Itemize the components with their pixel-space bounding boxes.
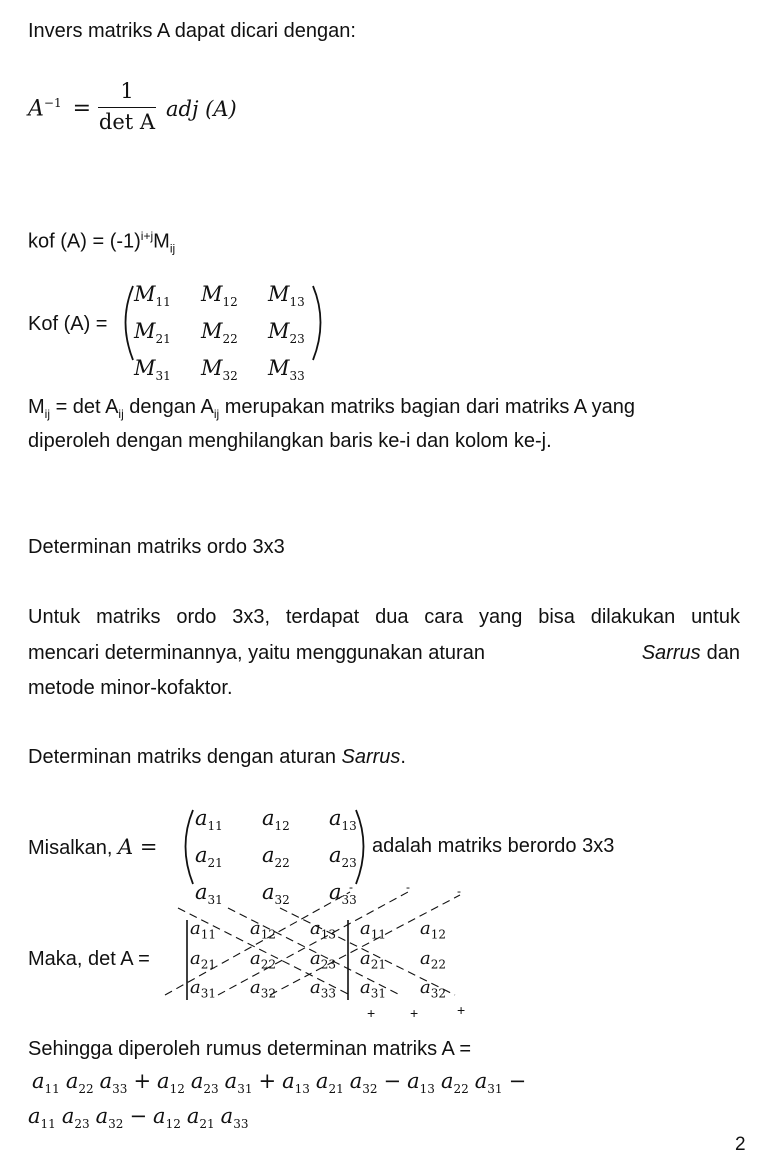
sarrus-heading: Determinan matriks dengan aturan Sarrus. (28, 746, 406, 768)
sarrus-diagonal-down-1 (178, 908, 350, 995)
kof-cell-31: $M_{31}$ (134, 356, 171, 384)
sarrus-cell-25: $a_{22}$ (420, 948, 447, 972)
maka-label: Maka, det A = (28, 948, 150, 970)
intro-text: Invers matriks A dapat dicari dengan: (28, 20, 356, 42)
kof-cell-11: $M_{11}$ (134, 282, 171, 310)
misalkan-suffix: adalah matriks berordo 3x3 (372, 835, 615, 857)
kof-right-paren (313, 286, 321, 360)
sarrus-cell-31: $a_{31}$ (190, 977, 217, 1001)
misalkan-cell-21: $a_{21}$ (195, 843, 223, 871)
sarrus-cell-13: $a_{13}$ (310, 918, 337, 942)
sarrus-cell-15: $a_{12}$ (420, 918, 447, 942)
sarrus-diagonal-up-1 (165, 892, 350, 995)
minor-text-line2: diperoleh dengan menghilangkan baris ke-i dan kolom ke-j. (28, 430, 552, 452)
formula-lhs-sup: −1 (43, 96, 62, 110)
determinant-formula-line2: $a_{11}$ $a_{23}$ $a_{32} - a_{12}$ $a_{21}$ $a_{33}$ (28, 1104, 249, 1132)
page-number: 2 (735, 1134, 746, 1155)
kof-definition: kof $(A) = (-1)^{i+j}M_{ij}$ (28, 229, 176, 256)
kof-cell-13: $M_{13}$ (268, 282, 305, 310)
formula-eq: = (72, 96, 92, 122)
sarrus-plus-1: + (367, 1005, 376, 1021)
sarrus-plus-3: + (457, 1002, 466, 1018)
sarrus-cell-34: $a_{31}$ (360, 977, 387, 1001)
kof-left-paren (126, 286, 134, 360)
sarrus-cell-35: $a_{32}$ (420, 977, 447, 1001)
sarrus-diagonal-up-3 (270, 895, 460, 995)
sarrus-cell-21: $a_{21}$ (190, 948, 217, 972)
heading-3x3: Determinan matriks ordo 3x3 (28, 536, 285, 558)
sarrus-minus-1: - (349, 880, 353, 894)
misalkan-cell-33: $a_{33}$ (329, 880, 357, 908)
misalkan-cell-32: $a_{32}$ (262, 880, 290, 908)
sarrus-cell-33: $a_{33}$ (310, 977, 337, 1001)
misalkan-cell-22: $a_{22}$ (262, 843, 290, 871)
sarrus-diagonal-down-3 (280, 908, 455, 995)
misalkan-label: Misalkan, A = (28, 835, 158, 859)
sarrus-cell-22: $a_{22}$ (250, 948, 277, 972)
misalkan-right-paren (356, 810, 364, 884)
minor-text-line1: $M_{ij} = \det A_{ij}$ dengan $A_{ij}$ merupakan matriks bagian dari matriks A yang (28, 396, 635, 421)
misalkan-cell-23: $a_{23}$ (329, 843, 357, 871)
kof-cell-12: $M_{12}$ (201, 282, 238, 310)
sehingga-text: Sehingga diperoleh rumus determinan matriks A = (28, 1038, 472, 1060)
kof-cell-21: $M_{21}$ (134, 319, 171, 347)
misalkan-cell-13: $a_{13}$ (329, 806, 357, 834)
sarrus-diagonal-up-2 (218, 892, 408, 995)
kof-cell-32: $M_{32}$ (201, 356, 238, 384)
misalkan-cell-11: $a_{11}$ (195, 806, 223, 834)
sarrus-minus-2: - (406, 880, 410, 894)
formula-lhs: A (28, 96, 44, 122)
sarrus-minus-3: - (457, 884, 461, 898)
kof-label: Kof (A) = (28, 313, 108, 335)
kof-cell-33: $M_{33}$ (268, 356, 305, 384)
sarrus-cell-23: $a_{23}$ (310, 948, 337, 972)
determinant-formula-line1: $a_{11}$ $a_{22}$ $a_{33} + a_{12}$ $a_{23}$ $a_{31} + a_{13}$ $a_{21}$ $a_{32} - a_{13}$ $a_{22}$ $a_{31}$ − (32, 1069, 527, 1097)
para-3x3-line3: metode minor-kofaktor. (28, 677, 233, 699)
kof-cell-23: $M_{23}$ (268, 319, 305, 347)
sarrus-cell-14: $a_{11}$ (360, 918, 387, 942)
sarrus-cell-24: $a_{21}$ (360, 948, 387, 972)
formula-numerator: 1 (120, 79, 134, 103)
sarrus-cell-11: $a_{11}$ (190, 918, 217, 942)
misalkan-cell-12: $a_{12}$ (262, 806, 290, 834)
misalkan-left-paren (186, 810, 194, 884)
kof-cell-22: $M_{22}$ (201, 319, 238, 347)
misalkan-cell-31: $a_{31}$ (195, 880, 223, 908)
sarrus-cell-32: $a_{32}$ (250, 977, 277, 1001)
para-3x3-line2: mencari determinannya, yaitu menggunakan aturan Sarrus dan (28, 642, 740, 664)
formula-denominator: det A (98, 110, 156, 134)
para-3x3-line1: Untuk matriks ordo 3x3, terdapat dua cara yang bisa dilakukan untuk (28, 606, 740, 628)
sarrus-diagonal-down-2 (228, 908, 400, 995)
sarrus-plus-2: + (410, 1005, 419, 1021)
formula-rhs: adj (A) (166, 97, 237, 121)
sarrus-cell-12: $a_{12}$ (250, 918, 277, 942)
